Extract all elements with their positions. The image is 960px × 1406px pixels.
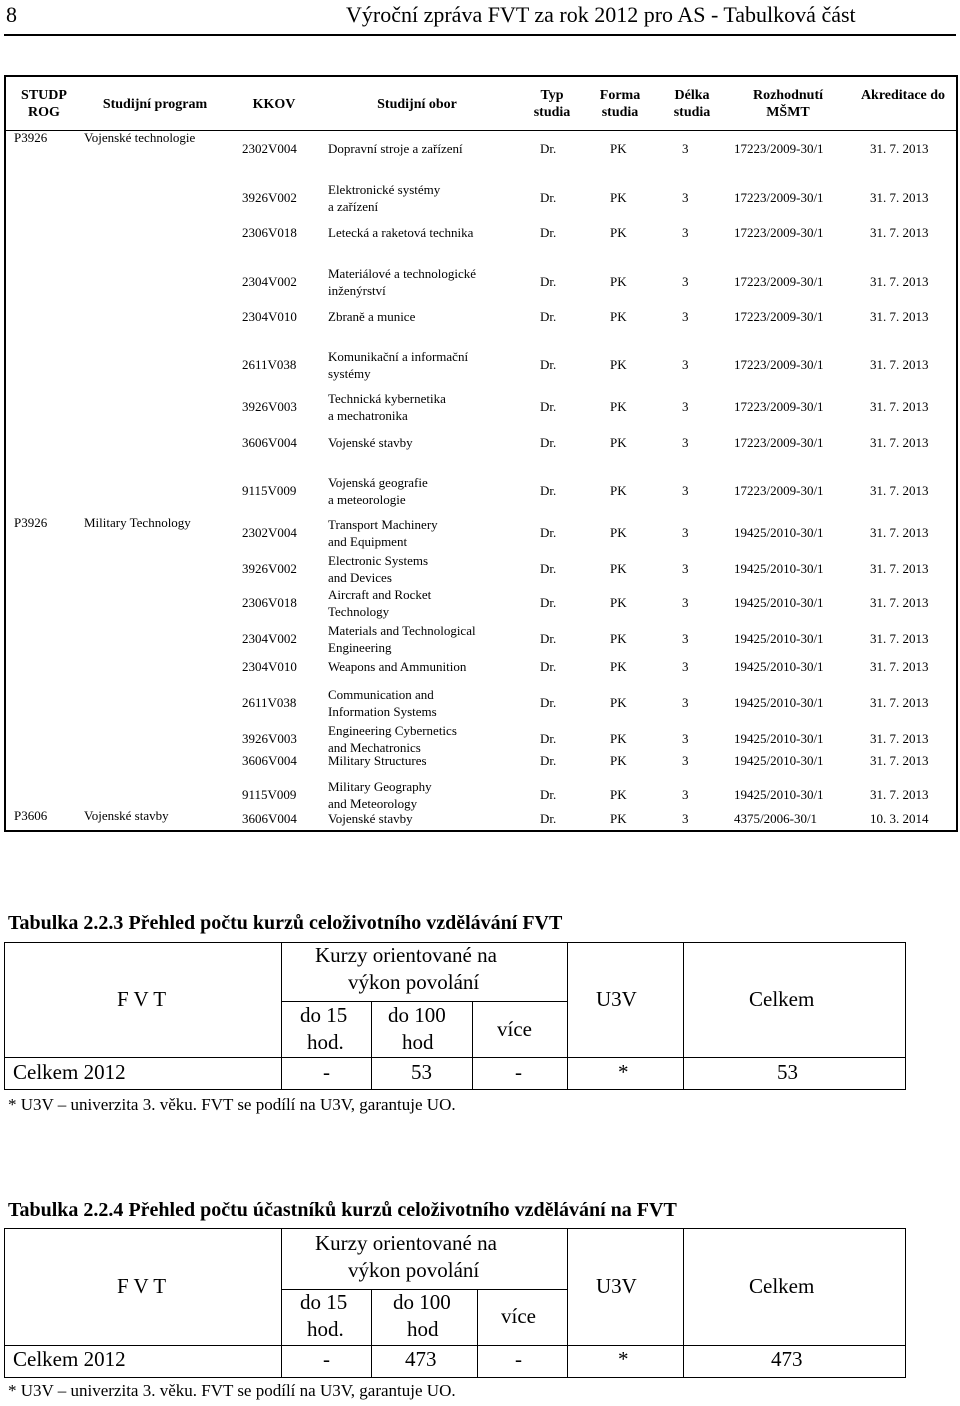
cell-delka: 3 [682, 659, 689, 674]
cell-delka: 3 [682, 811, 689, 826]
cell-kkov: 2306V018 [242, 595, 297, 610]
cell-rozh: 17223/2009-30/1 [734, 190, 824, 205]
do15-header-unit: hod. [307, 1030, 344, 1054]
do15-header-unit: hod. [307, 1317, 344, 1341]
study-programs-table [4, 75, 958, 832]
cell-obor: Vojenské stavby [328, 435, 413, 450]
vice-header: více [497, 1017, 532, 1041]
cell-typ: Dr. [540, 595, 557, 610]
cell-kkov: 2302V004 [242, 525, 297, 540]
cell-forma: PK [610, 561, 627, 576]
cell-typ: Dr. [540, 811, 557, 826]
row-label: Celkem 2012 [13, 1060, 126, 1084]
cell-typ: Dr. [540, 141, 557, 156]
cell-kkov: 2302V004 [242, 141, 297, 156]
col-header-typ: Typ studia [533, 88, 571, 120]
cell-akr: 31. 7. 2013 [870, 787, 929, 802]
table-2-2-3-title: Tabulka 2.2.3 Přehled počtu kurzů celoživotního vzdělávání FVT [8, 912, 563, 934]
cell-typ: Dr. [540, 659, 557, 674]
cell-rozh: 17223/2009-30/1 [734, 357, 824, 372]
do100-header: do 100 [388, 1003, 446, 1027]
cell-rozh: 17223/2009-30/1 [734, 483, 824, 498]
do100-header-unit: hod [407, 1317, 439, 1341]
cell-delka: 3 [682, 141, 689, 156]
cell-kkov: 3606V004 [242, 435, 297, 450]
cell-obor-line2: a meteorologie [328, 492, 406, 507]
cell-obor: Letecká a raketová technika [328, 225, 474, 240]
cell-akr: 31. 7. 2013 [870, 595, 929, 610]
cell-forma: PK [610, 483, 627, 498]
cell-rozh: 17223/2009-30/1 [734, 399, 824, 414]
cell-akr: 31. 7. 2013 [870, 399, 929, 414]
celkem-header: Celkem [749, 987, 815, 1011]
cell-obor: Technická kybernetika [328, 391, 446, 406]
cell-delka: 3 [682, 753, 689, 768]
cell-typ: Dr. [540, 483, 557, 498]
footnote: * U3V – univerzita 3. věku. FVT se podílí na U3V, garantuje UO. [8, 1381, 456, 1400]
cell-delka: 3 [682, 787, 689, 802]
do15-header: do 15 [300, 1003, 348, 1027]
participants-table [4, 1228, 906, 1378]
cell-typ: Dr. [540, 225, 557, 240]
program-name: Military Technology [84, 515, 191, 530]
cell-delka: 3 [682, 631, 689, 646]
cell-obor: Military Structures [328, 753, 427, 768]
cell-delka: 3 [682, 274, 689, 289]
cell-typ: Dr. [540, 435, 557, 450]
cell-rozh: 17223/2009-30/1 [734, 435, 824, 450]
cell-delka: 3 [682, 225, 689, 240]
cell-forma: PK [610, 225, 627, 240]
cell-rozh: 19425/2010-30/1 [734, 695, 824, 710]
cell-obor-line2: and Equipment [328, 534, 408, 549]
cell-obor: Dopravní stroje a zařízení [328, 141, 463, 156]
col-header-akreditace: Akreditace do [860, 88, 946, 103]
cell-kkov: 2611V038 [242, 695, 297, 710]
cell-delka: 3 [682, 309, 689, 324]
cell-typ: Dr. [540, 731, 557, 746]
cell-obor: Weapons and Ammunition [328, 659, 467, 674]
fvt-header: F V T [117, 987, 167, 1011]
cell-akr: 31. 7. 2013 [870, 731, 929, 746]
cell-forma: PK [610, 695, 627, 710]
cell-akr: 31. 7. 2013 [870, 753, 929, 768]
cell-delka: 3 [682, 399, 689, 414]
program-name: Vojenské technologie [84, 130, 196, 145]
cell-akr: 10. 3. 2014 [870, 811, 929, 826]
value-u3v: * [618, 1060, 629, 1084]
cell-obor: Komunikační a informační [328, 349, 469, 364]
cell-obor: Materiálové a technologické [328, 266, 476, 281]
cell-delka: 3 [682, 695, 689, 710]
u3v-header: U3V [596, 987, 637, 1011]
col-header-delka: Délka studia [673, 88, 711, 120]
cell-obor-line2: and Meteorology [328, 796, 418, 811]
cell-forma: PK [610, 274, 627, 289]
celkem-header: Celkem [749, 1274, 815, 1298]
cell-kkov: 3926V002 [242, 190, 297, 205]
cell-akr: 31. 7. 2013 [870, 225, 929, 240]
cell-akr: 31. 7. 2013 [870, 309, 929, 324]
cell-obor: Electronic Systems [328, 553, 429, 568]
cell-obor-line2: Engineering [328, 640, 392, 655]
cell-delka: 3 [682, 190, 689, 205]
cell-obor: Military Geography [328, 779, 432, 794]
cell-delka: 3 [682, 595, 689, 610]
cell-kkov: 3926V003 [242, 399, 297, 414]
cell-forma: PK [610, 595, 627, 610]
cell-forma: PK [610, 141, 627, 156]
cell-kkov: 2306V018 [242, 225, 297, 240]
cell-akr: 31. 7. 2013 [870, 483, 929, 498]
cell-kkov: 2304V002 [242, 631, 297, 646]
cell-obor: Materials and Technological [328, 623, 476, 638]
cell-akr: 31. 7. 2013 [870, 357, 929, 372]
cell-rozh: 19425/2010-30/1 [734, 731, 824, 746]
footnote: * U3V – univerzita 3. věku. FVT se podílí na U3V, garantuje UO. [8, 1095, 456, 1114]
cell-kkov: 2304V010 [242, 309, 297, 324]
cell-obor: Vojenské stavby [328, 811, 413, 826]
page-header [0, 0, 960, 36]
program-code: P3926 [14, 515, 48, 530]
cell-obor: Zbraně a munice [328, 309, 416, 324]
cell-obor: Aircraft and Rocket [328, 587, 432, 602]
cell-typ: Dr. [540, 274, 557, 289]
cell-obor-line2: inženýrství [328, 283, 386, 298]
cell-rozh: 17223/2009-30/1 [734, 141, 824, 156]
header-rule [4, 34, 956, 36]
cell-rozh: 17223/2009-30/1 [734, 309, 824, 324]
col-header-rozhodnuti: Rozhodnutí MŠMT [752, 88, 824, 120]
cell-delka: 3 [682, 483, 689, 498]
cell-forma: PK [610, 190, 627, 205]
cell-forma: PK [610, 399, 627, 414]
cell-forma: PK [610, 357, 627, 372]
kurzy-header-line1: Kurzy orientované na [315, 1231, 497, 1255]
cell-obor: Transport Machinery [328, 517, 438, 532]
value-do100: 53 [411, 1060, 432, 1084]
cell-typ: Dr. [540, 399, 557, 414]
cell-akr: 31. 7. 2013 [870, 274, 929, 289]
value-do100: 473 [405, 1347, 437, 1371]
cell-obor: Communication and [328, 687, 434, 702]
cell-rozh: 19425/2010-30/1 [734, 595, 824, 610]
kurzy-header-line2: výkon povolání [348, 1258, 480, 1282]
cell-obor-line2: a mechatronika [328, 408, 408, 423]
cell-rozh: 19425/2010-30/1 [734, 753, 824, 768]
cell-kkov: 2611V038 [242, 357, 297, 372]
program-code: P3926 [14, 130, 48, 145]
cell-obor: Elektronické systémy [328, 182, 441, 197]
table-2-2-4-title: Tabulka 2.2.4 Přehled počtu účastníků kurzů celoživotního vzdělávání na FVT [8, 1199, 677, 1221]
cell-rozh: 19425/2010-30/1 [734, 525, 824, 540]
cell-delka: 3 [682, 357, 689, 372]
value-celkem: 473 [771, 1347, 803, 1371]
cell-forma: PK [610, 525, 627, 540]
value-vice: - [515, 1347, 522, 1371]
cell-kkov: 3926V002 [242, 561, 297, 576]
page-number: 8 [6, 2, 17, 27]
cell-obor-line2: and Mechatronics [328, 740, 421, 755]
cell-delka: 3 [682, 525, 689, 540]
cell-typ: Dr. [540, 753, 557, 768]
value-u3v: * [618, 1347, 629, 1371]
program-name: Vojenské stavby [84, 808, 169, 823]
col-header-kkov: KKOV [252, 97, 296, 112]
cell-akr: 31. 7. 2013 [870, 141, 929, 156]
cell-rozh: 4375/2006-30/1 [734, 811, 818, 826]
col-header-forma: Forma studia [599, 88, 641, 120]
cell-forma: PK [610, 811, 627, 826]
value-do15: - [323, 1060, 330, 1084]
cell-forma: PK [610, 631, 627, 646]
cell-typ: Dr. [540, 787, 557, 802]
row-label: Celkem 2012 [13, 1347, 126, 1371]
cell-obor-line2: Technology [328, 604, 390, 619]
cell-obor-line2: and Devices [328, 570, 392, 585]
do100-header-unit: hod [402, 1030, 434, 1054]
value-do15: - [323, 1347, 330, 1371]
cell-forma: PK [610, 731, 627, 746]
cell-kkov: 3606V004 [242, 811, 297, 826]
col-header-program: Studijní program [102, 97, 208, 112]
cell-akr: 31. 7. 2013 [870, 561, 929, 576]
cell-typ: Dr. [540, 190, 557, 205]
cell-rozh: 19425/2010-30/1 [734, 631, 824, 646]
cell-rozh: 19425/2010-30/1 [734, 659, 824, 674]
cell-rozh: 19425/2010-30/1 [734, 561, 824, 576]
cell-typ: Dr. [540, 525, 557, 540]
cell-kkov: 9115V009 [242, 787, 297, 802]
cell-akr: 31. 7. 2013 [870, 525, 929, 540]
cell-akr: 31. 7. 2013 [870, 695, 929, 710]
fvt-header: F V T [117, 1274, 167, 1298]
cell-forma: PK [610, 435, 627, 450]
value-vice: - [515, 1060, 522, 1084]
kurzy-header-line1: Kurzy orientované na [315, 943, 497, 967]
cell-obor-line2: a zařízení [328, 199, 379, 214]
col-header-obor: Studijní obor [377, 97, 457, 112]
cell-akr: 31. 7. 2013 [870, 631, 929, 646]
cell-akr: 31. 7. 2013 [870, 435, 929, 450]
cell-typ: Dr. [540, 357, 557, 372]
cell-kkov: 3926V003 [242, 731, 297, 746]
cell-obor: Vojenská geografie [328, 475, 428, 490]
cell-forma: PK [610, 753, 627, 768]
cell-obor: Engineering Cybernetics [328, 723, 457, 738]
col-header-studprog: STUDP ROG [21, 88, 67, 120]
vice-header: více [501, 1304, 536, 1328]
cell-typ: Dr. [540, 695, 557, 710]
cell-delka: 3 [682, 561, 689, 576]
cell-delka: 3 [682, 731, 689, 746]
cell-forma: PK [610, 309, 627, 324]
do15-header: do 15 [300, 1290, 348, 1314]
cell-delka: 3 [682, 435, 689, 450]
document-title: Výroční zpráva FVT za rok 2012 pro AS - Tabulková část [346, 2, 856, 27]
cell-typ: Dr. [540, 309, 557, 324]
value-celkem: 53 [777, 1060, 798, 1084]
cell-kkov: 3606V004 [242, 753, 297, 768]
cell-typ: Dr. [540, 561, 557, 576]
do100-header: do 100 [393, 1290, 451, 1314]
cell-obor-line2: systémy [328, 366, 371, 381]
cell-kkov: 2304V010 [242, 659, 297, 674]
cell-rozh: 17223/2009-30/1 [734, 225, 824, 240]
kurzy-header-line2: výkon povolání [348, 970, 480, 994]
cell-rozh: 17223/2009-30/1 [734, 274, 824, 289]
u3v-header: U3V [596, 1274, 637, 1298]
cell-forma: PK [610, 787, 627, 802]
cell-akr: 31. 7. 2013 [870, 190, 929, 205]
cell-akr: 31. 7. 2013 [870, 659, 929, 674]
cell-rozh: 19425/2010-30/1 [734, 787, 824, 802]
courses-table [4, 942, 906, 1090]
cell-obor-line2: Information Systems [328, 704, 437, 719]
cell-kkov: 9115V009 [242, 483, 297, 498]
cell-typ: Dr. [540, 631, 557, 646]
program-code: P3606 [14, 808, 48, 823]
cell-kkov: 2304V002 [242, 274, 297, 289]
cell-forma: PK [610, 659, 627, 674]
